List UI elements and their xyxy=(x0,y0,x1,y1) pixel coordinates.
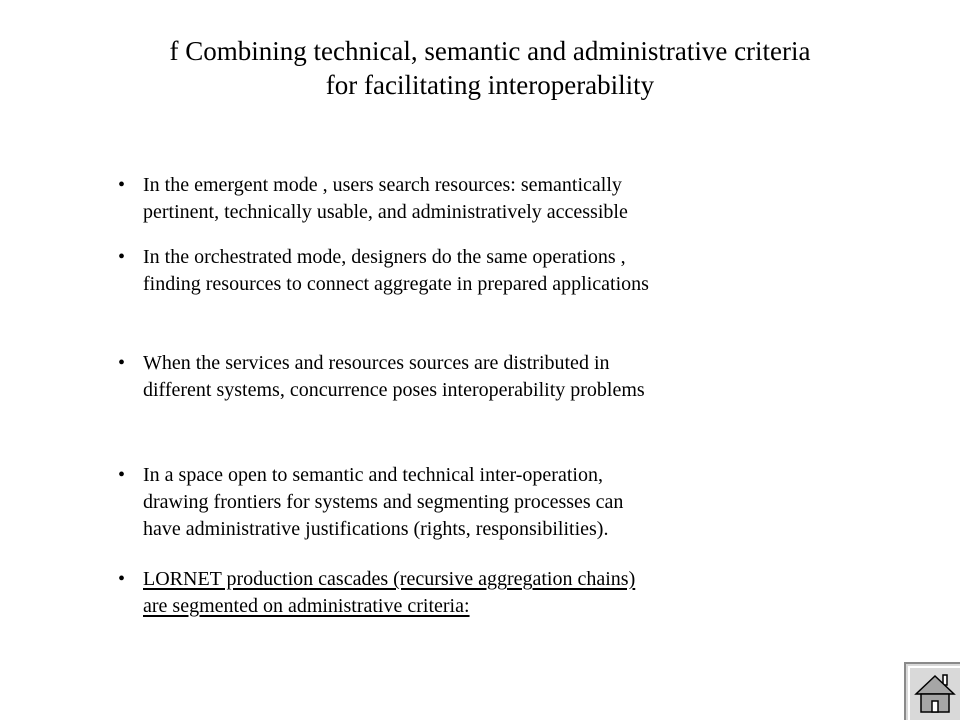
bullet-marker: • xyxy=(118,246,126,268)
bullet-line: LORNET production cascades (recursive aggregation chains) xyxy=(143,568,636,590)
bullet-text xyxy=(143,566,843,620)
bullet-line: drawing frontiers for systems and segmenting processes can xyxy=(143,491,624,513)
bullet-line: have administrative justifications (rights, responsibilities). xyxy=(143,518,609,540)
bullet-line: When the services and resources sources are distributed in xyxy=(143,352,610,374)
bullet-text xyxy=(143,244,843,298)
bullet-line: finding resources to connect aggregate in prepared applications xyxy=(143,273,649,295)
bullet-text xyxy=(143,462,843,543)
bullet-line: In the orchestrated mode, designers do the same operations , xyxy=(143,246,626,268)
bullet-line: are segmented on administrative criteria: xyxy=(143,595,470,617)
slide-title xyxy=(60,34,920,102)
bullet-line: In a space open to semantic and technical inter-operation, xyxy=(143,464,603,486)
slide-title-line-1: f Combining technical, semantic and administrative criteria xyxy=(169,36,811,66)
bullet-line: pertinent, technically usable, and administratively accessible xyxy=(143,201,628,223)
bullet-text xyxy=(143,350,843,404)
slide-title-line-2: for facilitating interoperability xyxy=(325,70,655,100)
bullet-text xyxy=(143,172,843,226)
home-icon xyxy=(913,672,957,716)
bullet-line: different systems, concurrence poses interoperability problems xyxy=(143,379,645,401)
bullet-marker: • xyxy=(118,352,126,374)
home-button[interactable] xyxy=(904,662,960,720)
bullet-line: In the emergent mode , users search resources: semantically xyxy=(143,174,622,196)
bullet-marker: • xyxy=(118,464,126,486)
bullet-marker: • xyxy=(118,174,126,196)
bullet-marker: • xyxy=(118,568,126,590)
